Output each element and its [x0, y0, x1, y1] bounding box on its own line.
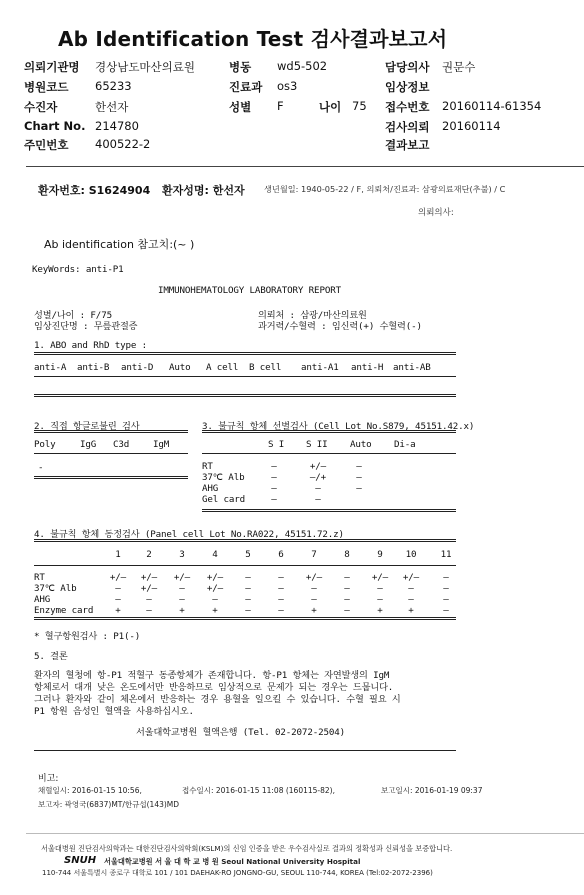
section-panel-title: 4. 불규칙 항체 동정검사 (Panel cell Lot No.RA022, 45151.72.z) [34, 529, 344, 540]
divider [34, 352, 456, 355]
header-value: 20160114-61354 [442, 99, 542, 113]
panel-row-label: Enzyme card [34, 605, 94, 616]
divider [202, 509, 456, 512]
panel-cell: – [179, 594, 185, 605]
transfusion-history: 과거력/수혈력 : 임신력(+) 수혈력(-) [258, 321, 422, 332]
panel-cell: – [115, 583, 121, 594]
abo-header: anti-A [34, 362, 67, 373]
panel-column-header: 8 [344, 549, 350, 560]
panel-column-header: 9 [377, 549, 383, 560]
report-title: Ab Identification Test 검사결과보고서 [58, 27, 448, 51]
panel-cell: – [377, 583, 383, 594]
divider [34, 539, 456, 542]
panel-row-label: AHG [34, 594, 51, 605]
header-label: 검사의뢰 [385, 120, 430, 134]
header-value: 한선자 [95, 100, 129, 114]
reported-time: 보고일시: 2016-01-19 09:37 [381, 786, 483, 795]
divider [34, 430, 188, 433]
requesting-doctor: 의뢰의사: [418, 208, 454, 218]
panel-cell: +/– [206, 572, 224, 583]
diagnosis: 임상진단명 : 무릎관절증 [34, 321, 138, 332]
screening-header: S I [268, 439, 285, 450]
panel-cell: + [212, 605, 218, 616]
panel-cell: – [311, 583, 317, 594]
panel-row-label: 37℃ Alb [34, 583, 77, 594]
panel-column-header: 7 [311, 549, 317, 560]
divider [202, 453, 456, 454]
header-label: Chart No. [24, 119, 86, 133]
panel-cell: +/– [305, 572, 323, 583]
panel-row-label: RT [34, 572, 45, 583]
panel-cell: – [179, 583, 185, 594]
panel-cell: +/– [173, 572, 191, 583]
screening-cell: – [356, 461, 362, 472]
divider [34, 394, 456, 397]
header-value: 65233 [95, 79, 132, 93]
header-label: 병원코드 [24, 80, 69, 94]
abo-header: anti-D [121, 362, 154, 373]
header-value: 75 [352, 99, 367, 113]
header-label: 나이 [319, 100, 342, 114]
screening-cell: – [271, 494, 277, 505]
panel-column-header: 3 [179, 549, 185, 560]
dat-header: C3d [113, 439, 130, 450]
header-value: 권문수 [442, 60, 476, 74]
panel-column-header: 10 [405, 549, 417, 560]
certification-note: 서울대병원 진단검사의학과는 대한진단검사의학회(KSLM)의 신임 인증을 받은 우수검사실로 결과의 정확성과 신뢰성을 보증합니다. [41, 844, 453, 853]
panel-cell: – [408, 583, 414, 594]
header-label: 의뢰기관명 [24, 60, 80, 74]
screening-cell: –/+ [309, 472, 327, 483]
panel-cell: – [245, 594, 251, 605]
header-label: 접수번호 [385, 100, 430, 114]
panel-cell: +/– [206, 583, 224, 594]
section-dat-title: 2. 직접 항글로불린 검사 [34, 421, 140, 432]
screening-cell: – [271, 483, 277, 494]
patient-number: 환자번호: S1624904 [38, 184, 151, 197]
panel-cell: – [344, 572, 350, 583]
divider [26, 166, 584, 167]
received-time: 접수일시: 2016-01-15 11:08 (160115-82), [182, 786, 335, 795]
conclusion-line: 그러나 환자와 같이 체온에서 반응하는 경우 용혈을 일으킬 수 있습니다. 수혈 필요 시 [34, 694, 401, 705]
reference-title: Ab identification 참고치:(~ ) [44, 238, 195, 251]
panel-column-header: 5 [245, 549, 251, 560]
panel-column-header: 1 [115, 549, 121, 560]
panel-column-header: 4 [212, 549, 218, 560]
hospital-address: 110-744 서울특별시 종로구 대학로 101 / 101 DAEHAK-RO JONGNO-GU, SEOUL 110-744, KOREA (Tel:02-2072-2396) [42, 869, 433, 877]
panel-column-header: 2 [146, 549, 152, 560]
panel-cell: – [146, 605, 152, 616]
panel-cell: – [408, 594, 414, 605]
header-value: F [277, 99, 284, 113]
conclusion-line: 환자의 혈청에 항-P1 적혈구 동종항체가 존재합니다. 항-P1 항체는 자연발생의 IgM [34, 670, 390, 681]
abo-header: Auto [169, 362, 191, 373]
panel-cell: – [278, 594, 284, 605]
header-label: 결과보고 [385, 138, 430, 152]
panel-cell: – [443, 594, 449, 605]
screening-row-label: 37℃ Alb [202, 472, 245, 483]
abo-header: anti-H [351, 362, 384, 373]
divider [34, 750, 456, 751]
header-label: 주민번호 [24, 138, 69, 152]
abo-header: anti-A1 [301, 362, 339, 373]
screening-cell: – [315, 483, 321, 494]
header-value: 214780 [95, 119, 139, 133]
panel-column-header: 11 [440, 549, 452, 560]
remarks-label: 비고: [38, 774, 59, 784]
keywords: KeyWords: anti-P1 [32, 264, 124, 275]
panel-cell: +/– [109, 572, 127, 583]
divider [34, 453, 188, 454]
panel-cell: – [245, 605, 251, 616]
collected-time: 채혈일시: 2016-01-15 10:56, [38, 786, 142, 795]
divider [34, 565, 456, 566]
panel-cell: + [115, 605, 121, 616]
abo-header: anti-AB [393, 362, 431, 373]
panel-cell: – [278, 583, 284, 594]
panel-cell: +/– [140, 572, 158, 583]
dat-header: Poly [34, 439, 56, 450]
header-label: 담당의사 [385, 60, 430, 74]
header-value: os3 [277, 79, 298, 93]
divider [26, 833, 584, 834]
divider [202, 430, 456, 433]
panel-cell: – [245, 572, 251, 583]
header-value: 20160114 [442, 119, 501, 133]
screening-cell: – [271, 472, 277, 483]
abo-header: A cell [206, 362, 239, 373]
header-label: 임상정보 [385, 80, 430, 94]
requester: 의뢰처 : 삼광/마산의료원 [258, 310, 367, 321]
sex-age: 성별/나이 : F/75 [34, 310, 112, 321]
screening-cell: – [271, 461, 277, 472]
blood-bank-contact: 서울대학교병원 혈액은행 (Tel. 02-2072-2504) [136, 727, 345, 738]
divider [34, 476, 188, 479]
header-label: 병동 [229, 60, 252, 74]
panel-cell: – [443, 572, 449, 583]
panel-cell: – [344, 583, 350, 594]
dat-result: - [38, 462, 44, 473]
screening-header: S II [306, 439, 328, 450]
divider [34, 376, 456, 377]
abo-header: anti-B [77, 362, 110, 373]
screening-row-label: Gel card [202, 494, 246, 505]
screening-cell: +/– [309, 461, 327, 472]
panel-cell: – [377, 594, 383, 605]
conclusion-line: 항체로서 대개 낮은 온도에서만 반응하므로 임상적으로 문제가 되는 경우는 드뭅니다. [34, 682, 394, 693]
screening-row-label: RT [202, 461, 213, 472]
patient-info: 생년월일: 1940-05-22 / F, 의뢰처/진료과: 삼광의료재단(추불) / C [264, 184, 506, 194]
header-value: 400522-2 [95, 137, 151, 151]
panel-cell: – [344, 605, 350, 616]
panel-cell: – [443, 583, 449, 594]
patient-name: 환자성명: 한선자 [162, 184, 245, 197]
panel-cell: – [344, 594, 350, 605]
section-screening-title: 3. 불규칙 항체 선별검사 (Cell Lot No.S879, 45151.42.x) [202, 421, 475, 432]
header-value: wd5-502 [277, 59, 328, 73]
divider [34, 617, 456, 620]
header-value: 경상남도마산의료원 [95, 60, 195, 74]
panel-cell: + [311, 605, 317, 616]
screening-cell: – [356, 483, 362, 494]
antigen-test-note: * 혈구항원검사 : P1(-) [34, 631, 141, 642]
hospital-name: 서울대학교병원 서 울 대 학 교 병 원 Seoul National University Hospital [104, 857, 361, 866]
section-abo-title: 1. ABO and RhD type : [34, 340, 148, 351]
dat-header: IgG [80, 439, 97, 450]
panel-cell: + [179, 605, 185, 616]
conclusion-line: P1 항원 음성인 혈액을 사용하십시오. [34, 706, 194, 717]
screening-header: Di-a [394, 439, 416, 450]
header-label: 수진자 [24, 100, 58, 114]
screening-cell: – [356, 472, 362, 483]
abo-header: B cell [249, 362, 282, 373]
panel-column-header: 6 [278, 549, 284, 560]
panel-cell: – [278, 605, 284, 616]
dat-header: IgM [153, 439, 170, 450]
panel-cell: – [443, 605, 449, 616]
panel-cell: – [146, 594, 152, 605]
screening-header: Auto [350, 439, 372, 450]
panel-cell: – [115, 594, 121, 605]
screening-row-label: AHG [202, 483, 219, 494]
panel-cell: + [377, 605, 383, 616]
panel-cell: +/– [371, 572, 389, 583]
snuh-logo: SNUH [64, 855, 97, 866]
lab-report-title: IMMUNOHEMATOLOGY LABORATORY REPORT [158, 285, 341, 296]
panel-cell: – [212, 594, 218, 605]
panel-cell: + [408, 605, 414, 616]
panel-cell: – [245, 583, 251, 594]
header-label: 성별 [229, 100, 252, 114]
header-label: 진료과 [229, 80, 263, 94]
panel-cell: +/– [402, 572, 420, 583]
reporter: 보고자: 곽영국(6837)MT/한규섭(143)MD [38, 800, 180, 809]
screening-cell: – [315, 494, 321, 505]
panel-cell: – [311, 594, 317, 605]
panel-cell: +/– [140, 583, 158, 594]
panel-cell: – [278, 572, 284, 583]
section-conclusion-title: 5. 결론 [34, 651, 68, 662]
